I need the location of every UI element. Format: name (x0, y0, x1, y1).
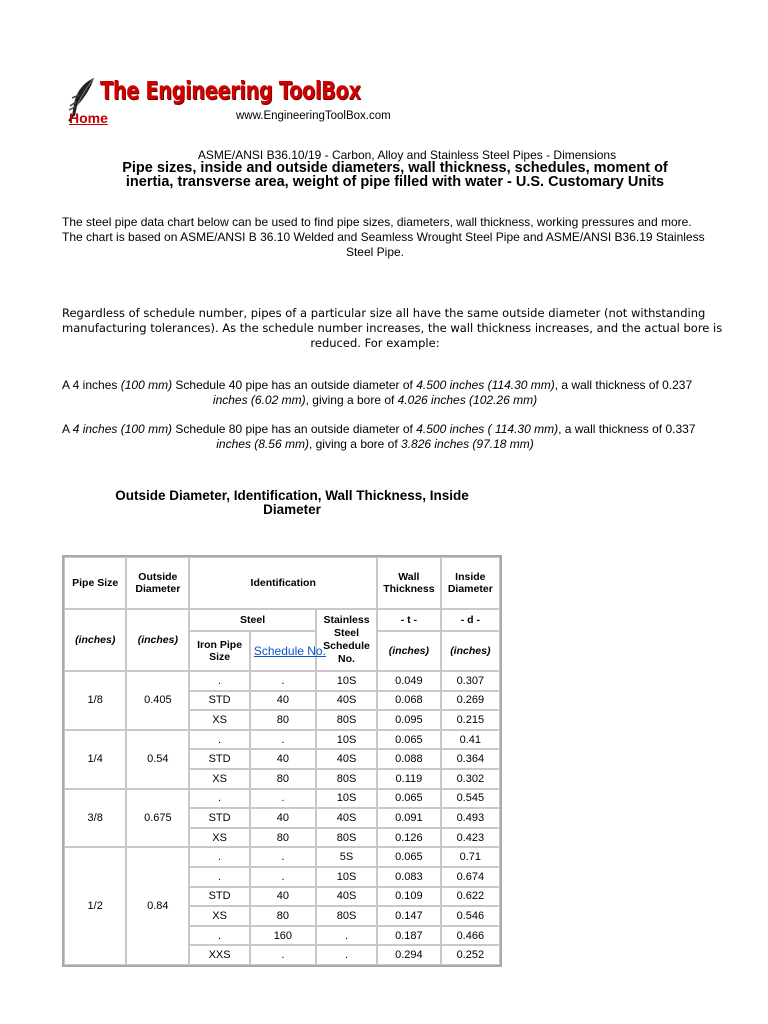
cell-iron-pipe-size: STD (189, 691, 250, 711)
schedule-line-1: Regardless of schedule number, pipes of a particular size all have the same outside diameter (not withstanding (62, 306, 706, 320)
cell-stainless-schedule: 10S (316, 730, 377, 750)
cell-wall-thickness: 0.091 (377, 808, 441, 828)
cell-inside-diameter: 0.302 (441, 769, 500, 789)
ex2-text: , a wall thickness of 0.337 (558, 422, 696, 436)
schedule-paragraph (62, 306, 723, 351)
cell-wall-thickness: 0.065 (377, 789, 441, 809)
cell-iron-pipe-size: . (189, 671, 250, 691)
cell-stainless-schedule: 80S (316, 710, 377, 730)
header-outside-diameter: Outside Diameter (126, 557, 189, 609)
intro-line-3: Steel Pipe. (345, 245, 405, 259)
cell-iron-pipe-size: . (189, 730, 250, 750)
meta-title: ASME/ANSI B36.10/19 - Carbon, Alloy and Stainless Steel Pipes - Dimensions (197, 148, 617, 162)
cell-schedule: . (250, 847, 316, 867)
header-wall-unit: (inches) (377, 631, 441, 671)
cell-schedule: . (250, 671, 316, 691)
table-row (64, 789, 500, 809)
schedule-line-3: reduced. For example: (310, 336, 440, 350)
cell-stainless-schedule: 40S (316, 691, 377, 711)
cell-pipe-size: 1/8 (64, 671, 126, 730)
ex2-text: 4.500 inches ( 114.30 mm) (416, 422, 559, 436)
logo-text: The Engineering ToolBox (100, 76, 361, 105)
cell-iron-pipe-size: XS (189, 710, 250, 730)
ex2-text: 3.826 inches (97.18 mm) (401, 437, 534, 451)
ex1-text: , giving a bore of (305, 393, 398, 407)
example-schedule-80 (62, 422, 696, 452)
cell-iron-pipe-size: . (189, 847, 250, 867)
ex2-text: 4 inches (100 mm) (72, 422, 173, 436)
cell-wall-thickness: 0.095 (377, 710, 441, 730)
cell-stainless-schedule: 10S (316, 789, 377, 809)
cell-stainless-schedule: 40S (316, 887, 377, 907)
cell-wall-thickness: 0.065 (377, 730, 441, 750)
table-heading-line-2: Diameter (263, 502, 321, 517)
header-identification: Identification (189, 557, 377, 609)
cell-iron-pipe-size: STD (189, 749, 250, 769)
cell-wall-thickness: 0.065 (377, 847, 441, 867)
cell-wall-thickness: 0.049 (377, 671, 441, 691)
page-heading (62, 161, 688, 190)
cell-outside-diameter: 0.84 (126, 847, 189, 965)
cell-inside-diameter: 0.364 (441, 749, 500, 769)
cell-inside-diameter: 0.466 (441, 926, 500, 946)
header-d-symbol: - d - (441, 609, 500, 631)
ex1-text: inches (6.02 mm) (212, 393, 306, 407)
cell-stainless-schedule: 5S (316, 847, 377, 867)
ex2-text: A (62, 422, 73, 436)
cell-pipe-size: 1/4 (64, 730, 126, 789)
cell-inside-diameter: 0.493 (441, 808, 500, 828)
cell-stainless-schedule: 10S (316, 867, 377, 887)
cell-inside-diameter: 0.71 (441, 847, 500, 867)
cell-outside-diameter: 0.54 (126, 730, 189, 789)
cell-inside-diameter: 0.269 (441, 691, 500, 711)
cell-schedule: . (250, 789, 316, 809)
cell-stainless-schedule: . (316, 926, 377, 946)
header-pipe-size-unit: (inches) (64, 609, 126, 671)
cell-stainless-schedule: 10S (316, 671, 377, 691)
cell-pipe-size: 1/2 (64, 847, 126, 965)
cell-schedule: 40 (250, 749, 316, 769)
cell-wall-thickness: 0.083 (377, 867, 441, 887)
cell-schedule: 40 (250, 808, 316, 828)
header-inside-unit: (inches) (441, 631, 500, 671)
cell-schedule: 40 (250, 691, 316, 711)
cell-pipe-size: 3/8 (64, 789, 126, 848)
ex1-text: Schedule 40 pipe has an outside diameter of (172, 378, 417, 392)
cell-inside-diameter: 0.546 (441, 906, 500, 926)
cell-inside-diameter: 0.545 (441, 789, 500, 809)
ex2-text: Schedule 80 pipe has an outside diameter of (172, 422, 417, 436)
cell-schedule: 80 (250, 769, 316, 789)
cell-inside-diameter: 0.215 (441, 710, 500, 730)
header-outside-unit: (inches) (126, 609, 189, 671)
cell-iron-pipe-size: XS (189, 769, 250, 789)
cell-inside-diameter: 0.252 (441, 945, 500, 965)
cell-inside-diameter: 0.307 (441, 671, 500, 691)
cell-wall-thickness: 0.109 (377, 887, 441, 907)
cell-schedule: . (250, 867, 316, 887)
pipe-dimensions-table-wrapper (62, 555, 502, 1024)
cell-inside-diameter: 0.423 (441, 828, 500, 848)
cell-wall-thickness: 0.187 (377, 926, 441, 946)
header-pipe-size: Pipe Size (64, 557, 126, 609)
page-heading-line-1: Pipe sizes, inside and outside diameters, wall thickness, schedules, moment of (122, 160, 668, 176)
header-inside-diameter: Inside Diameter (441, 557, 500, 609)
example-schedule-40 (62, 378, 693, 408)
cell-inside-diameter: 0.622 (441, 887, 500, 907)
cell-wall-thickness: 0.126 (377, 828, 441, 848)
intro-paragraph (62, 215, 705, 260)
cell-stainless-schedule: 40S (316, 749, 377, 769)
pipe-dimensions-table (62, 555, 502, 967)
cell-iron-pipe-size: . (189, 926, 250, 946)
table-heading (82, 489, 502, 517)
cell-stainless-schedule: 80S (316, 906, 377, 926)
table-row (64, 730, 500, 750)
ex1-text: 4.026 inches (102.26 mm) (397, 393, 538, 407)
ex1-text: 4.500 inches (114.30 mm) (416, 378, 555, 392)
cell-iron-pipe-size: XS (189, 828, 250, 848)
cell-schedule: . (250, 730, 316, 750)
cell-schedule: 80 (250, 828, 316, 848)
table-row (64, 671, 500, 691)
cell-wall-thickness: 0.294 (377, 945, 441, 965)
site-url: www.EngineeringToolBox.com (236, 110, 391, 122)
cell-schedule: 160 (250, 926, 316, 946)
page-heading-line-2: inertia, transverse area, weight of pipe filled with water - U.S. Customary Units (125, 174, 665, 190)
table-row (64, 847, 500, 867)
ex1-text: (100 mm) (120, 378, 173, 392)
cell-wall-thickness: 0.147 (377, 906, 441, 926)
cell-schedule: 80 (250, 906, 316, 926)
cell-iron-pipe-size: XXS (189, 945, 250, 965)
ex2-text: inches (8.56 mm) (216, 437, 309, 451)
ex1-text: A 4 inches (62, 378, 121, 392)
cell-inside-diameter: 0.674 (441, 867, 500, 887)
cell-schedule: . (250, 945, 316, 965)
cell-schedule: 40 (250, 887, 316, 907)
ex2-text: , giving a bore of (308, 437, 402, 451)
cell-iron-pipe-size: STD (189, 887, 250, 907)
table-heading-line-1: Outside Diameter, Identification, Wall Thickness, Inside (115, 488, 469, 503)
cell-stainless-schedule: 80S (316, 828, 377, 848)
intro-line-2: The chart is based on ASME/ANSI B 36.10 Welded and Seamless Wrought Steel Pipe and ASME/ANSI B36.19 Stainless (62, 230, 705, 244)
cell-iron-pipe-size: XS (189, 906, 250, 926)
intro-line-1: The steel pipe data chart below can be used to find pipe sizes, diameters, wall thickness, working pressures and more. (62, 215, 692, 229)
header-t-symbol: - t - (377, 609, 441, 631)
cell-wall-thickness: 0.119 (377, 769, 441, 789)
header-steel: Steel (189, 609, 316, 631)
cell-outside-diameter: 0.675 (126, 789, 189, 848)
header-wall-thickness: Wall Thickness (377, 557, 441, 609)
cell-inside-diameter: 0.41 (441, 730, 500, 750)
home-link[interactable]: Home (69, 110, 108, 126)
document-page (62, 60, 723, 1024)
cell-wall-thickness: 0.068 (377, 691, 441, 711)
cell-iron-pipe-size: . (189, 867, 250, 887)
schedule-line-2: manufacturing tolerances). As the schedule number increases, the wall thickness increases, and the actual bore is (62, 321, 723, 335)
cell-schedule: 80 (250, 710, 316, 730)
ex1-text: , a wall thickness of 0.237 (554, 378, 693, 392)
cell-wall-thickness: 0.088 (377, 749, 441, 769)
pipe-table-body (64, 671, 500, 965)
cell-iron-pipe-size: . (189, 789, 250, 809)
cell-outside-diameter: 0.405 (126, 671, 189, 730)
header-iron-pipe-size: Iron Pipe Size (189, 631, 250, 671)
cell-stainless-schedule: . (316, 945, 377, 965)
cell-stainless-schedule: 40S (316, 808, 377, 828)
cell-stainless-schedule: 80S (316, 769, 377, 789)
cell-iron-pipe-size: STD (189, 808, 250, 828)
header-stainless-schedule: Stainless Steel Schedule No. (316, 609, 377, 671)
schedule-no-link[interactable]: Schedule No. (253, 644, 326, 658)
